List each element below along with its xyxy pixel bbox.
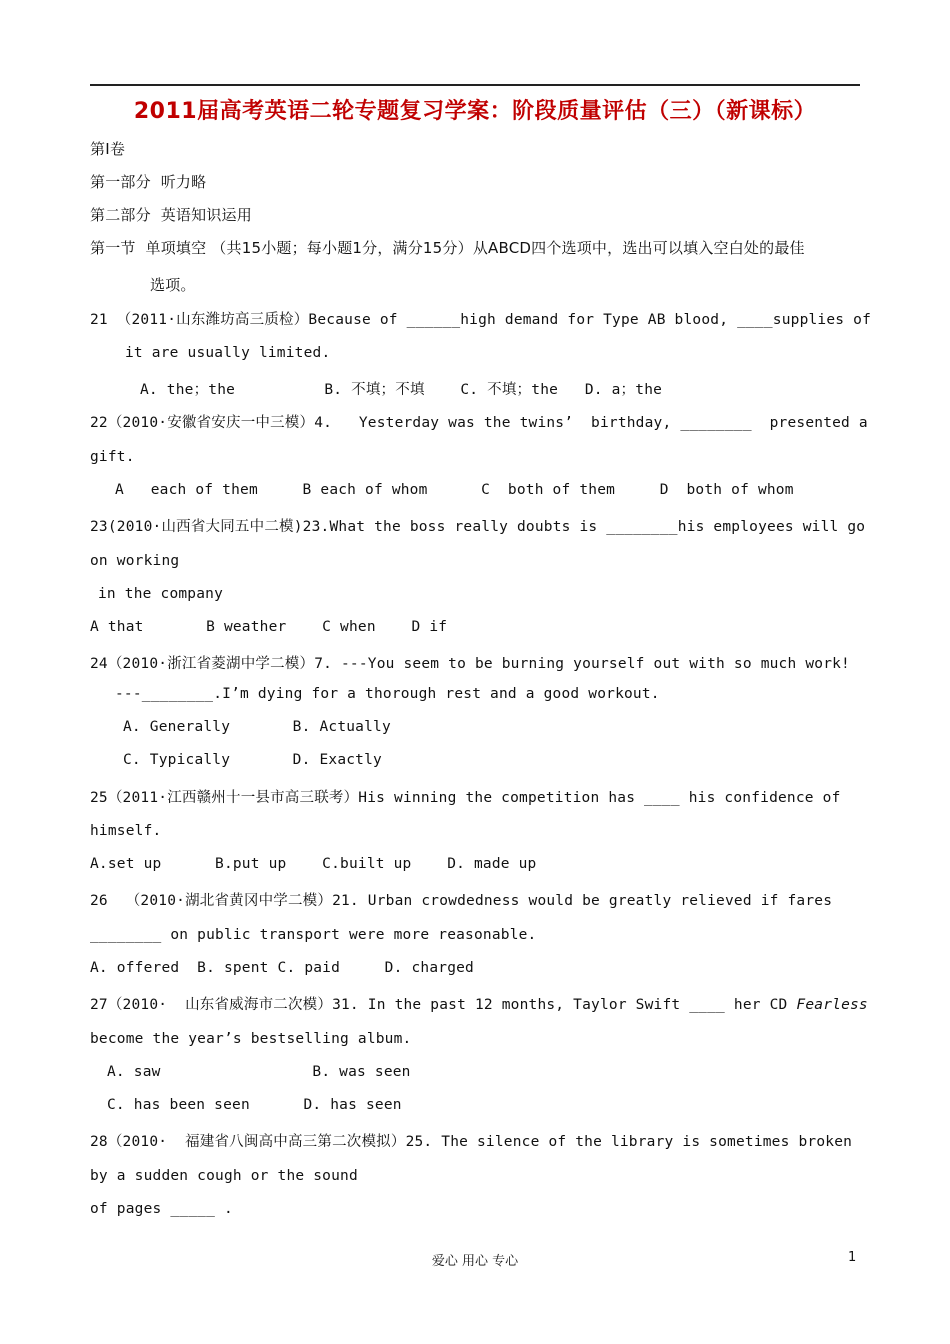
text-line: 26 （2010·湖北省黄冈中学二模）21. Urban crowdedness would be greatly relieved if fares bbox=[90, 893, 833, 909]
text-line: it are usually limited. bbox=[125, 345, 331, 361]
text-line: C. Typically D. Exactly bbox=[123, 752, 382, 768]
text-line: A. offered B. spent C. paid D. charged bbox=[90, 960, 474, 976]
text-line: in the company bbox=[98, 586, 224, 602]
text-line: 21 （2011·山东潍坊高三质检）Because of ______high demand for Type AB blood, ____supplies of bbox=[90, 312, 872, 328]
top-rule bbox=[90, 84, 860, 86]
text-line: ________ on public transport were more reasonable. bbox=[90, 927, 537, 943]
text-line: become the year’s bestselling album. bbox=[90, 1031, 412, 1047]
text-line: 25（2011·江西赣州十一县市高三联考）His winning the competition has ____ his confidence of bbox=[90, 790, 841, 806]
part1-heading: 第一部分 听力略 bbox=[90, 173, 207, 191]
text-line: 22（2010·安徽省安庆一中三模）4. Yesterday was the twins’ birthday, ________ presented a bbox=[90, 415, 868, 431]
text-line: A. the；the B. 不填；不填 C. 不填；the D. a；the bbox=[140, 382, 663, 398]
text-line: ---________.I’m dying for a thorough rest and a good workout. bbox=[115, 686, 660, 702]
text-line: C. has been seen D. has seen bbox=[107, 1097, 402, 1113]
text-line: A.set up B.put up C.built up D. made up bbox=[90, 856, 537, 872]
text-line: by a sudden cough or the sound bbox=[90, 1168, 358, 1184]
text-line: A that B weather C when D if bbox=[90, 619, 448, 635]
text-line: A. Generally B. Actually bbox=[123, 719, 391, 735]
text-line: himself. bbox=[90, 823, 162, 839]
page-number: 1 bbox=[848, 1250, 857, 1265]
text-line: gift. bbox=[90, 449, 135, 465]
section1-heading-cont: 选项。 bbox=[150, 276, 196, 294]
text-line: A. saw B. was seen bbox=[107, 1064, 411, 1080]
section1-heading: 第一节 单项填空 （共15小题；每小题1分，满分15分）从ABCD四个选项中，选出可以填入空白处的最佳 bbox=[90, 239, 805, 257]
text-line: of pages _____ . bbox=[90, 1201, 233, 1217]
page-footer: 爱心 用心 专心 bbox=[431, 1254, 519, 1269]
text-line: 27（2010· 山东省威海市二次模）31. In the past 12 months, Taylor Swift ____ her CD Fearless bbox=[90, 997, 868, 1013]
volume-heading: 第Ⅰ卷 bbox=[90, 140, 126, 158]
text-line: A each of them B each of whom C both of them D both of whom bbox=[115, 482, 794, 498]
text-line: 23(2010·山西省大同五中二模)23.What the boss really doubts is ________his employees will go bbox=[90, 519, 866, 535]
text-line: 28（2010· 福建省八闽高中高三第二次模拟）25. The silence of the library is sometimes broken bbox=[90, 1134, 853, 1150]
text-line: on working bbox=[90, 553, 180, 569]
document-title: 2011届高考英语二轮专题复习学案：阶段质量评估（三）（新课标） bbox=[133, 99, 817, 124]
part2-heading: 第二部分 英语知识运用 bbox=[90, 206, 252, 224]
text-line: 24（2010·浙江省菱湖中学二模）7. ---You seem to be burning yourself out with so much work! bbox=[90, 656, 850, 672]
